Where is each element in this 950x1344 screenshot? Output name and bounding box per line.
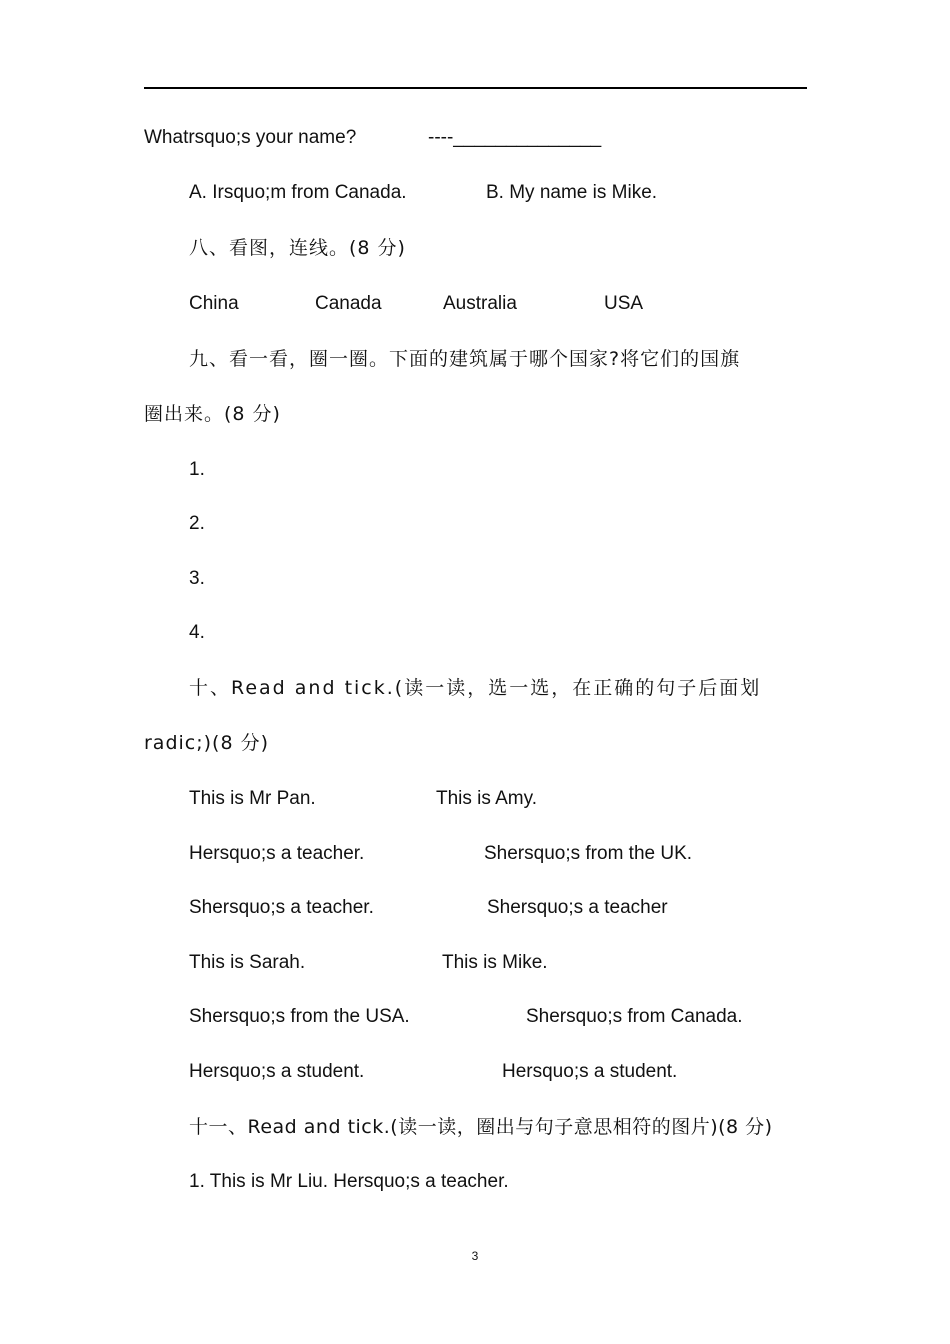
- section9-item-3: 3.: [189, 568, 205, 589]
- section10-row5-left: Shersquo;s from the USA.: [189, 1006, 410, 1027]
- section10-heading-line2: radic;)(8 分): [144, 732, 270, 754]
- section10-row1-left: This is Mr Pan.: [189, 788, 316, 809]
- country-china: China: [189, 293, 239, 314]
- section10-row3-right: Shersquo;s a teacher: [487, 897, 668, 918]
- section10-row2-left: Hersquo;s a teacher.: [189, 843, 365, 864]
- section9-item-1: 1.: [189, 459, 205, 480]
- section10-row5-right: Shersquo;s from Canada.: [526, 1006, 743, 1027]
- section9-heading-line1: 九、看一看，圈一圈。下面的建筑属于哪个国家?将它们的国旗: [189, 348, 741, 370]
- section10-row1-right: This is Amy.: [436, 788, 537, 809]
- section8-heading: 八、看图，连线。(8 分): [189, 237, 406, 259]
- section9-heading-line2: 圈出来。(8 分): [144, 403, 281, 425]
- section11-item-1: 1. This is Mr Liu. Hersquo;s a teacher.: [189, 1171, 509, 1192]
- section10-row6-right: Hersquo;s a student.: [502, 1061, 678, 1082]
- country-canada: Canada: [315, 293, 382, 314]
- section9-item-2: 2.: [189, 513, 205, 534]
- country-australia: Australia: [443, 293, 517, 314]
- section10-row2-right: Shersquo;s from the UK.: [484, 843, 693, 864]
- section10-row4-right: This is Mike.: [442, 952, 548, 973]
- page-number: 3: [471, 1249, 479, 1263]
- q7-option-b: B. My name is Mike.: [486, 182, 658, 203]
- section10-row3-left: Shersquo;s a teacher.: [189, 897, 374, 918]
- q7-answer-blank: ----______________: [428, 127, 602, 148]
- top-rule: [144, 87, 807, 89]
- section10-row4-left: This is Sarah.: [189, 952, 306, 973]
- section10-heading-line1: 十、Read and tick.(读一读，选一选，在正确的句子后面划: [189, 677, 762, 699]
- q7-option-a: A. Irsquo;m from Canada.: [189, 182, 407, 203]
- section11-heading: 十一、Read and tick.(读一读，圈出与句子意思相符的图片)(8 分): [189, 1116, 773, 1138]
- section10-row6-left: Hersquo;s a student.: [189, 1061, 365, 1082]
- country-usa: USA: [604, 293, 644, 314]
- section9-item-4: 4.: [189, 622, 205, 643]
- q7-question: Whatrsquo;s your name?: [144, 127, 357, 148]
